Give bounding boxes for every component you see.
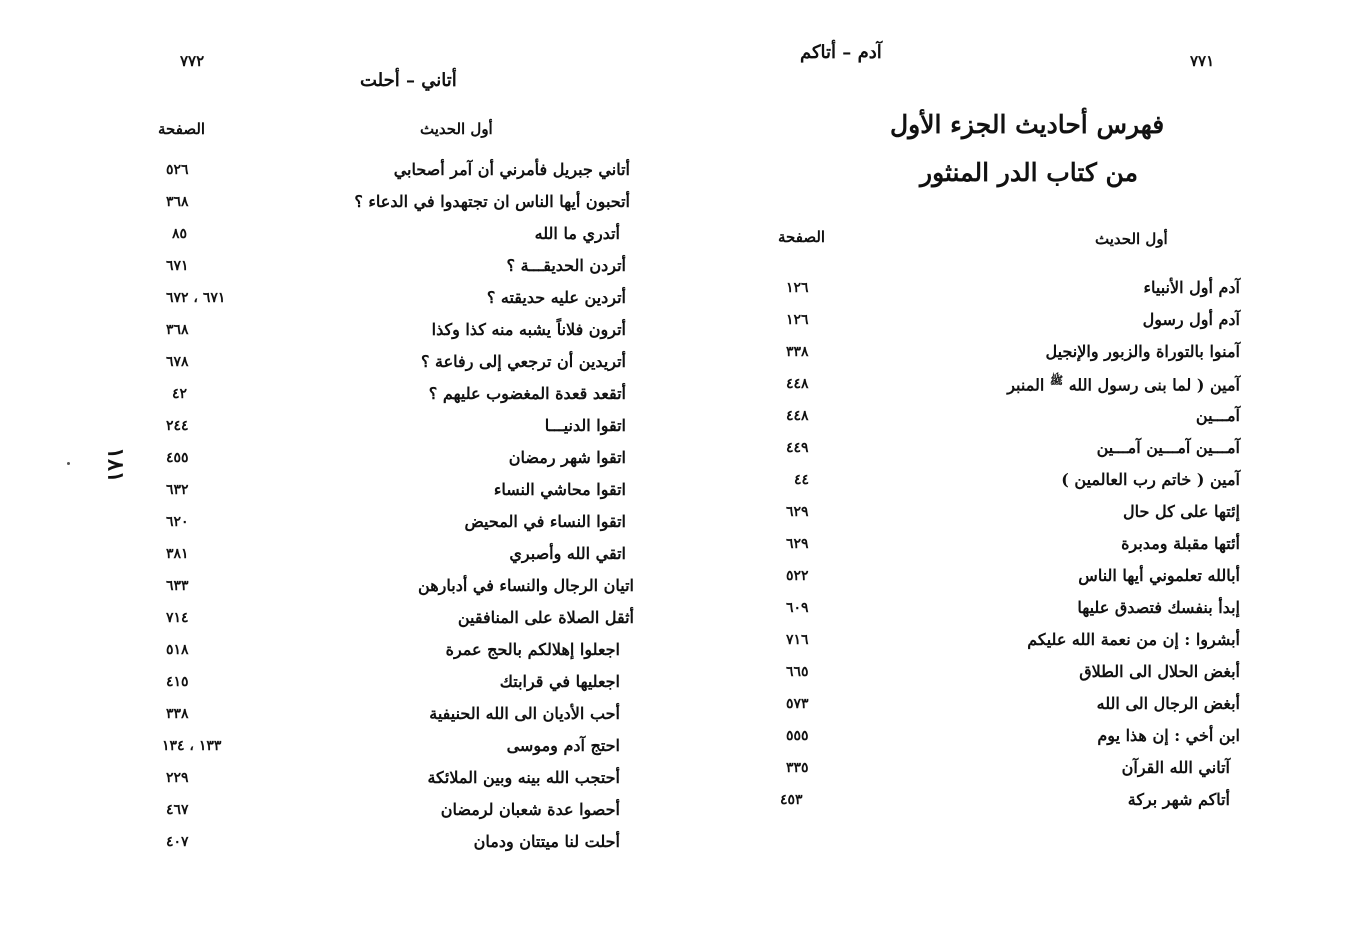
entry-page: ٥١٨ [166,642,189,658]
entry-page: ٤٥٣ [780,792,803,808]
entry-page: ١٢٦ [786,280,809,296]
entry-page: ٣٨١ [166,546,189,562]
entry-text: آدم أول رسول [1142,310,1240,329]
page-number: ٧٧١ [1190,52,1215,70]
index-entry [770,690,1250,722]
index-entry [150,444,650,476]
entry-page: ٢٤٤ [166,418,189,434]
left-page [150,0,650,938]
entry-page: ٧١٦ [786,632,809,648]
entry-page: ١٣٣ ، ١٣٤ [162,738,222,754]
entry-page: ٣٦٨ [166,322,189,338]
hadith-index-list [150,156,650,860]
entry-text: آمـــين [1195,406,1240,425]
entry-text: أتدري ما الله [534,224,620,243]
entry-text: أترون فلاناً يشبه منه كذا وكذا [431,320,626,339]
index-entry [150,732,650,764]
entry-page: ٤٦٧ [166,802,189,818]
index-entry [770,434,1250,466]
entry-text: أتردن الحديقـــة ؟ [506,256,626,275]
entry-text: أحتجب الله بينه وبين الملائكة [427,768,620,787]
entry-page: ٣٦٨ [166,194,189,210]
column-header-page: الصفحة [158,120,206,138]
entry-text: آمـــين آمـــين آمـــين [1096,438,1240,457]
salla-symbol: ﷺ [1049,374,1064,387]
entry-page: ٧١٤ [166,610,189,626]
hadith-index-list [770,274,1250,818]
entry-page: ٣٣٨ [786,344,809,360]
entry-text [1007,374,1240,394]
entry-text: إئتها على كل حال [1123,502,1240,521]
running-head: آدم – أتاكم [800,42,882,63]
entry-text: أحلت لنا ميتتان ودمان [473,832,620,851]
entry-page: ٨٥ [172,226,188,242]
entry-page: ٦٢٩ [786,536,809,552]
index-entry [150,188,650,220]
index-entry [150,604,650,636]
column-header-text: أول الحديث [420,120,493,138]
margin-page-mark: ١٨١ [102,447,129,483]
entry-text-start: آمين ( لما بنى رسول الله [1068,375,1240,395]
index-entry [150,252,650,284]
index-entry [150,220,650,252]
entry-text-end: المنبر [1007,375,1045,395]
entry-text: أتقعد قعدة المغضوب عليهم ؟ [428,384,626,403]
entry-page: ٤٤ [794,472,810,488]
index-entry [150,540,650,572]
index-entry [150,412,650,444]
entry-text: إبدأ بنفسك فتصدق عليها [1077,598,1240,617]
entry-text: اتقوا محاشي النساء [493,480,626,499]
index-entry [770,370,1250,402]
entry-text: احتج آدم وموسى [506,736,620,755]
entry-text: اجعليها في قرابتك [499,672,620,691]
index-entry [770,402,1250,434]
entry-text: أثقل الصلاة على المنافقين [457,608,634,627]
index-entry [150,476,650,508]
column-header-page: الصفحة [778,228,826,246]
index-entry [770,754,1250,786]
entry-text: آتاني الله القرآن [1121,758,1230,777]
entry-text: اجعلوا إهلالكم بالحج عمرة [445,640,620,659]
index-entry [150,668,650,700]
column-header-text: أول الحديث [1095,230,1168,248]
index-entry [150,828,650,860]
entry-text: أبالله تعلموني أيها الناس [1078,566,1240,585]
index-entry [770,274,1250,306]
entry-page: ٤١٥ [166,674,189,690]
entry-page: ٦٦٥ [786,664,809,680]
entry-text: أحصوا عدة شعبان لرمضان [440,800,620,819]
entry-text: أتريدين أن ترجعي إلى رفاعة ؟ [420,352,626,371]
entry-text: اتقوا شهر رمضان [508,448,626,467]
entry-page: ٣٣٨ [166,706,189,722]
index-entry [150,348,650,380]
entry-text: آدم أول الأنبياء [1143,278,1240,297]
entry-text: أبشروا : إن من نعمة الله عليكم [1027,630,1240,649]
entry-page: ٤٢ [172,386,188,402]
entry-text: أتحبون أيها الناس ان تجتهدوا في الدعاء ؟ [354,192,630,211]
entry-page: ٤٤٨ [786,376,809,392]
right-page [770,0,1250,938]
index-entry [150,764,650,796]
entry-page: ٦٧١ [166,258,189,274]
index-entry [770,498,1250,530]
entry-text: أئتها مقبلة ومدبرة [1121,534,1240,553]
index-entry [770,658,1250,690]
index-entry [150,508,650,540]
entry-text: اتيان الرجال والنساء في أدبارهن [418,576,634,595]
entry-page: ٥٧٣ [786,696,809,712]
entry-text: أبغض الحلال الى الطلاق [1079,662,1240,681]
margin-dot [67,462,70,465]
entry-page: ٦٠٩ [786,600,809,616]
entry-page: ٤٠٧ [166,834,189,850]
index-entry [150,380,650,412]
entry-text: اتقوا الدنيـــا [544,416,626,435]
entry-text: أتاكم شهر بركة [1127,790,1230,809]
index-entry [150,156,650,188]
entry-page: ٥٢٢ [786,568,809,584]
index-entry [150,284,650,316]
entry-page: ١٢٦ [786,312,809,328]
index-entry [770,338,1250,370]
index-entry [770,722,1250,754]
index-entry [770,786,1250,818]
entry-text: اتقي الله وأصبري [509,544,626,563]
index-entry [150,316,650,348]
entry-page: ٥٢٦ [166,162,189,178]
entry-page: ٦٣٣ [166,578,189,594]
entry-page: ٦٢٩ [786,504,809,520]
entry-text: أتاني جبريل فأمرني أن آمر أصحابي [393,160,630,179]
index-entry [770,306,1250,338]
index-entry [770,626,1250,658]
entry-page: ٦٧٨ [166,354,189,370]
entry-text: اتقوا النساء في المحيض [464,512,626,531]
index-title: فهرس أحاديث الجزء الأول [890,110,1165,139]
entry-page: ٥٥٥ [786,728,809,744]
entry-text: آمين ( خاتم رب العالمين ) [1061,470,1240,489]
index-entry [770,594,1250,626]
entry-text: آمنوا بالتوراة والزبور والإنجيل [1045,342,1240,361]
entry-page: ٤٤٩ [786,440,809,456]
index-entry [150,572,650,604]
entry-text: أتردين عليه حديقته ؟ [486,288,626,307]
entry-page: ٤٤٨ [786,408,809,424]
index-entry [150,796,650,828]
entry-text: أحب الأديان الى الله الحنيفية [429,704,620,723]
index-entry [770,530,1250,562]
running-head: أتاني – أحلت [360,70,457,91]
entry-page: ٦٣٢ [166,482,189,498]
entry-page: ٤٥٥ [166,450,189,466]
index-entry [150,700,650,732]
entry-page: ٢٢٩ [166,770,189,786]
index-entry [150,636,650,668]
entry-text: ابن أخي : إن هذا يوم [1097,726,1240,745]
index-subtitle: من كتاب الدر المنثور [920,158,1138,187]
index-entry [770,562,1250,594]
page-number: ٧٧٢ [180,52,205,70]
entry-text: أبغض الرجال الى الله [1096,694,1240,713]
index-entry [770,466,1250,498]
entry-page: ٦٢٠ [166,514,189,530]
entry-page: ٦٧١ ، ٦٧٢ [166,290,226,306]
entry-page: ٣٣٥ [786,760,809,776]
